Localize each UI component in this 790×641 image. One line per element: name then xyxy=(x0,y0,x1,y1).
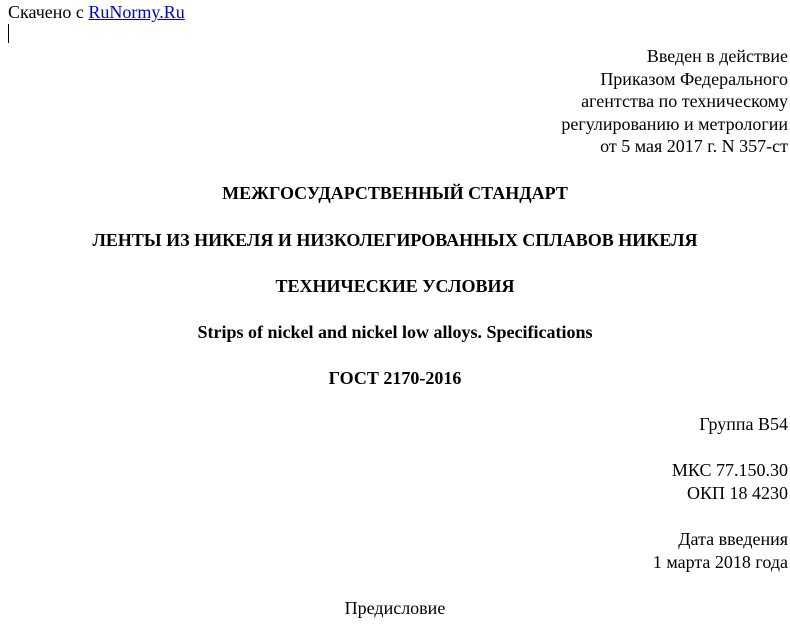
standard-type-heading: МЕЖГОСУДАРСТВЕННЫЙ СТАНДАРТ xyxy=(222,183,568,203)
introduced-line: Введен в действие xyxy=(646,46,788,66)
standard-code: ГОСТ 2170-2016 xyxy=(328,368,462,388)
text-cursor xyxy=(8,24,9,43)
foreword-heading: Предисловие xyxy=(344,598,446,618)
introduced-line: от 5 мая 2017 г. N 357-ст xyxy=(600,136,788,157)
okp-code: ОКП 18 4230 xyxy=(686,482,788,503)
classification-block xyxy=(672,459,788,504)
mks-code: МКС 77.150.30 xyxy=(671,460,788,480)
source-prefix: Скачено с xyxy=(8,2,89,22)
english-title: Strips of nickel and nickel low alloys. Specifications xyxy=(197,322,593,342)
introduced-line: регулированию и метрологии xyxy=(561,113,788,134)
group-label xyxy=(699,413,788,436)
introduction-note xyxy=(561,45,788,158)
introduced-line: агентства по техническому xyxy=(581,91,788,112)
document-subtitle: ТЕХНИЧЕСКИЕ УСЛОВИЯ xyxy=(275,276,515,296)
introduced-line: Приказом Федерального xyxy=(600,68,788,89)
effective-label: Дата введения xyxy=(678,529,788,549)
source-link[interactable]: RuNormy.Ru xyxy=(88,2,185,22)
document-title: ЛЕНТЫ ИЗ НИКЕЛЯ И НИЗКОЛЕГИРОВАННЫХ СПЛАВОВ НИКЕЛЯ xyxy=(92,230,698,250)
group-text: Группа B54 xyxy=(699,414,788,434)
source-line xyxy=(8,1,185,23)
effective-date: 1 марта 2018 года xyxy=(652,551,788,572)
effective-date-block xyxy=(653,528,788,573)
